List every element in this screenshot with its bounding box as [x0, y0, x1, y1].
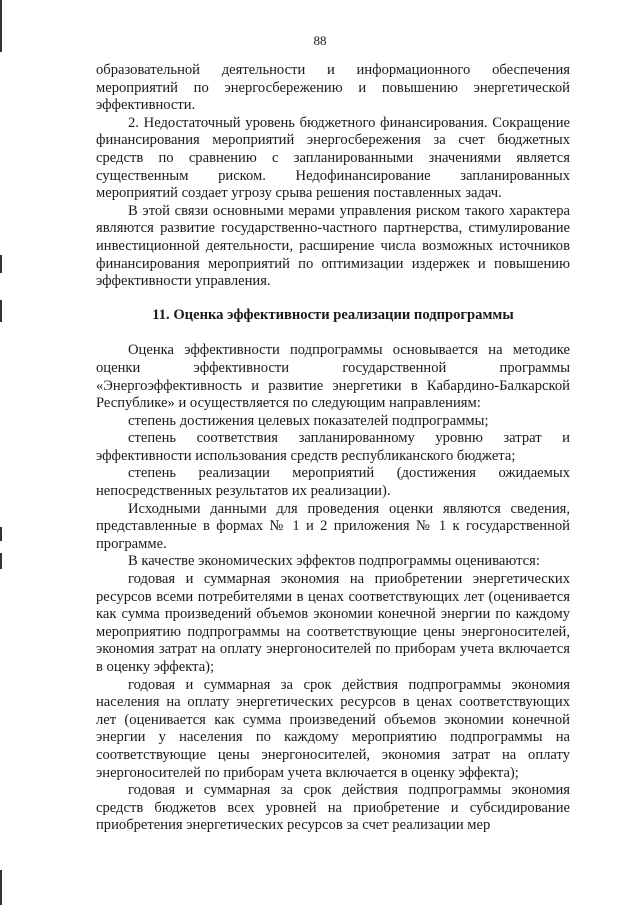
margin-scan-mark — [0, 300, 2, 322]
list-item: степень достижения целевых показателей подпрограммы; — [128, 412, 489, 429]
list-item: степень реализации мероприятий (достижения ожидаемых непосредственных результатов их реализации). — [96, 465, 570, 500]
paragraph: Оценка эффективности подпрограммы основывается на методике оценки эффективности государственной программы «Энергоэффективность и развитие энергетики в Кабардино-Балкарской Республике» и осуществляется по следующим направлениям: — [96, 342, 570, 412]
section-heading: 11. Оценка эффективности реализации подпрограммы — [152, 306, 514, 323]
list-item: годовая и суммарная за срок действия подпрограммы экономия населения на оплату энергетических ресурсов в ценах соответствующих лет (оценивается как сумма произведений объемов экономии конечной энергии у населения по каждому мероприятию подпрограммы на соответствующие цены энергоносителей, экономия затрат на оплату энергоносителей по приборам учета включается в оценку эффекта); — [96, 676, 570, 781]
margin-scan-mark — [0, 255, 2, 273]
paragraph: Исходными данными для проведения оценки являются сведения, представленные в формах № 1 и 2 приложения № 1 к государственной программе. — [96, 500, 570, 552]
paragraph: 2. Недостаточный уровень бюджетного финансирования. Сокращение финансирования мероприятий энергосбережения за счет бюджетных средств по сравнению с запланированными значениями является существенным риском. Недофинансирование запланированных мероприятий создает угрозу срыва решения поставленных задач. — [96, 114, 570, 202]
list-item: степень соответствия запланированному уровню затрат и эффективности использования средств республиканского бюджета; — [96, 430, 570, 464]
margin-scan-mark — [0, 553, 2, 569]
document-body — [96, 62, 570, 835]
margin-scan-mark — [0, 0, 2, 52]
paragraph: В качестве экономических эффектов подпрограммы оцениваются: — [128, 553, 540, 570]
paragraph: образовательной деятельности и информационного обеспечения мероприятий по энергосбережению и повышению энергетической эффективности. — [96, 62, 570, 114]
list-item: годовая и суммарная за срок действия подпрограммы экономия средств бюджетов всех уровней на приобретение и субсидирование приобретения энергетических ресурсов за счет реализации мер — [96, 782, 570, 834]
page-number: 88 — [313, 33, 327, 48]
margin-scan-mark — [0, 527, 2, 541]
paragraph: В этой связи основными мерами управления риском такого характера являются развитие государственно-частного партнерства, стимулирование инвестиционной деятельности, расширение числа возможных источников финансирования мероприятий по оптимизации издержек и повышению эффективности управления. — [96, 202, 570, 290]
margin-scan-mark — [0, 870, 2, 905]
list-item: годовая и суммарная экономия на приобретении энергетических ресурсов всеми потребителями в ценах соответствующих лет (оценивается как сумма произведений объемов экономии конечной энергии по каждому мероприятию подпрограммы на соответствующие цены энергоносителей, экономия затрат на оплату энергоносителей по приборам учета включается в оценку эффекта); — [96, 571, 570, 675]
